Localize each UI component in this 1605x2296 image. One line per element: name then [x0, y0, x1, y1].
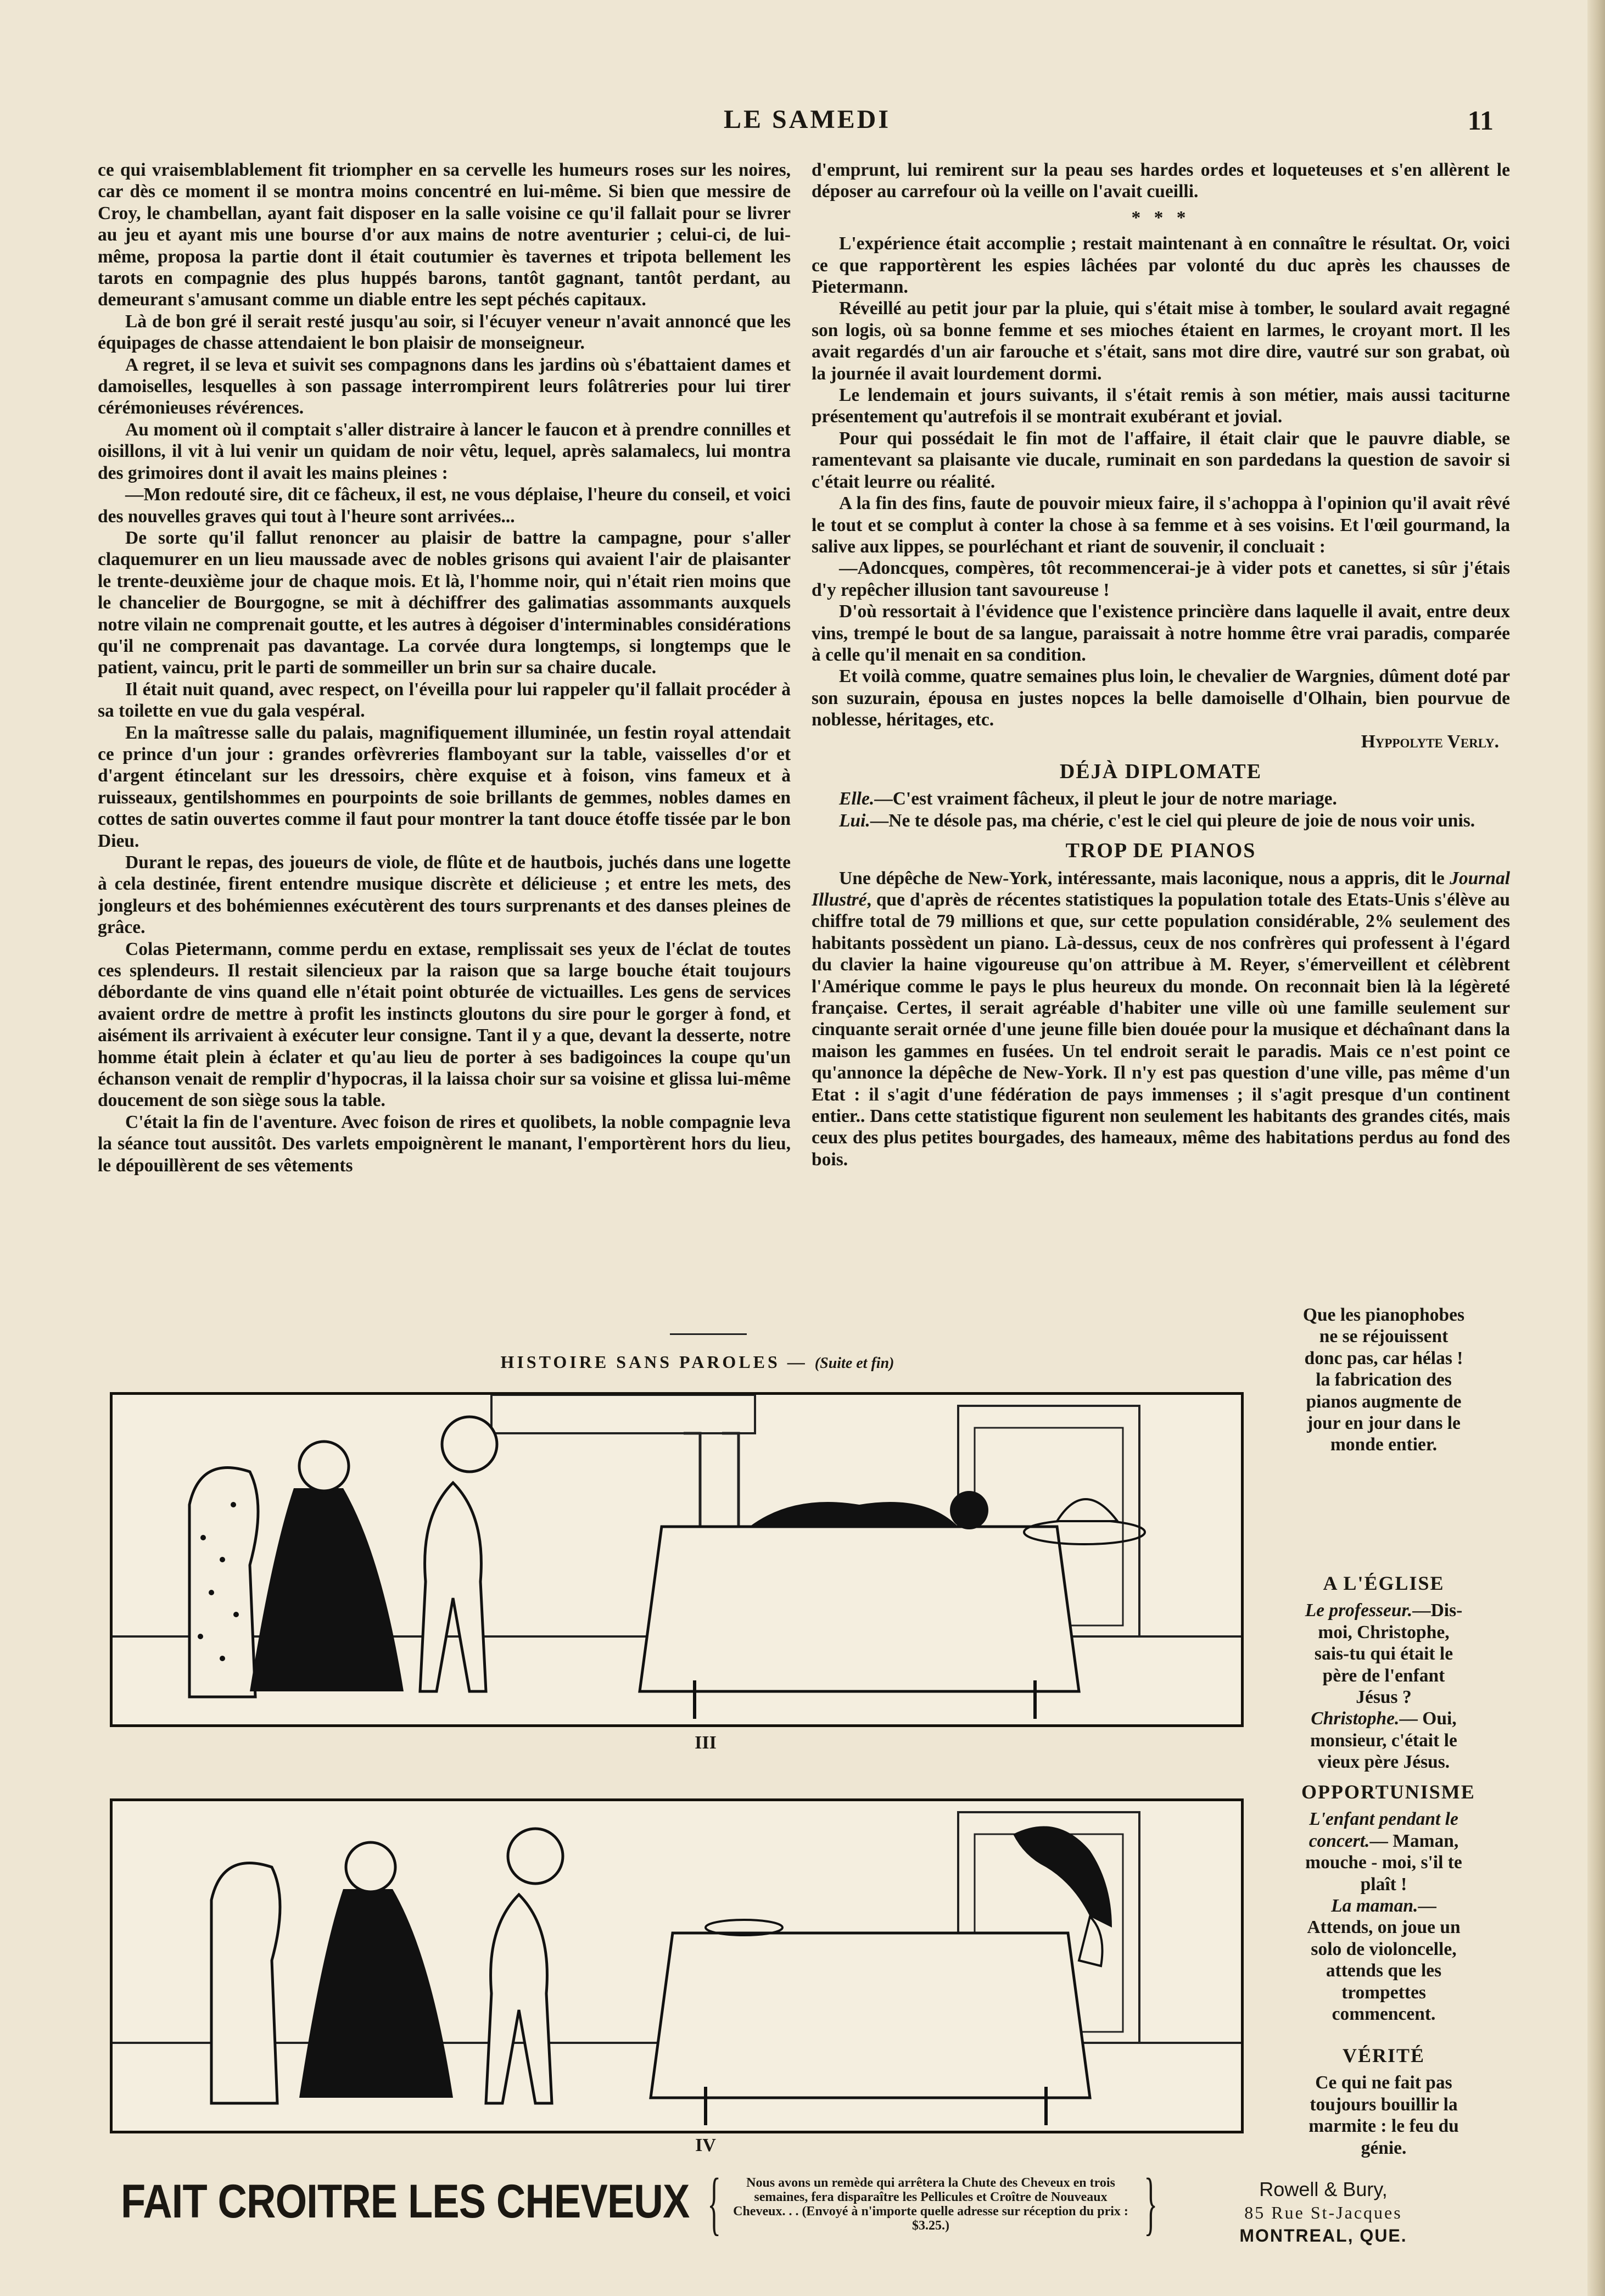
sidebar-pianos-conclusion	[1301, 1304, 1466, 1456]
dialogue-line	[1301, 1600, 1466, 1708]
section-separator: * * *	[1131, 207, 1190, 228]
illustration-panel-4	[110, 1798, 1244, 2133]
paragraph	[812, 868, 1510, 1171]
left-brace: {	[707, 2164, 722, 2242]
illustration-series-title	[110, 1352, 1285, 1372]
left-column	[98, 159, 791, 1301]
paragraph: —Mon redouté sire, dit ce fâcheux, il est, ne vous déplaise, l'heure du conseil, et voici des nouvelles graves qui tout à l'heure sont arrivées...	[98, 484, 791, 527]
paragraph: Colas Pietermann, comme perdu en extase, remplissait ses yeux de l'éclat de toutes ces splendeurs. Il restait silencieux par la raison que sa large bouche était toujours débordante de vins quand elle n'était point obturée de victuailles. Les gens de services avaient ordre de mettre à profit les instincts gloutons du sire pour le gorger à fond, et aisément ils arrivaient à exécuter leur consigne. Tant il y a que, devant la desserte, notre homme était plein à éclater et qu'au lieu de porter à ses badigoinces la coupe qu'un échanson venait de remplir d'hypocras, il la laissa choir sur sa voisine et glissa lui-même doucement de son siège sous la table.	[98, 938, 791, 1111]
sidebar-verite	[1301, 2037, 1466, 2159]
dialogue-text: —Ne te désole pas, ma chérie, c'est le ciel qui pleure de joie de nous voir unis.	[870, 810, 1475, 831]
cartoon-dining-room-scene	[113, 1395, 1241, 1724]
dialogue-line	[1301, 1895, 1466, 2025]
paragraph: Là de bon gré il serait resté jusqu'au soir, si l'écuyer veneur n'avait annoncé que les équipages de chasse attendaient le bon plaisir de monseigneur.	[98, 311, 791, 354]
hair-growth-advertisement	[110, 2164, 1515, 2246]
paragraph: Et voilà comme, quatre semaines plus loin, le chevalier de Wargnies, dûment doté par son suzurain, épousa en justes nopces la belle damoiselle d'Olhain, bien pourvue de noblesse, héritages, etc.	[812, 666, 1510, 730]
ad-body-text: Nous avons un remède qui arrêtera la Chute des Cheveux en trois semaines, fera disparaître les Pellicules et Croître de Nouveaux Cheveux. . . (Envoyé à n'importe quelle adresse sur réception du prix : $3.25.)	[733, 2176, 1128, 2233]
speaker-name: Christophe.	[1311, 1708, 1400, 1729]
paragraph: —Adoncques, compères, tôt recommencerai-je à vider pots et canettes, si sûr j'étais d'y repêcher illusion tant savoureuse !	[812, 558, 1510, 600]
cartoon-cat-leaping-scene	[113, 1801, 1241, 2131]
panel-label-3: III	[695, 1733, 717, 1753]
journal-name: Journal Illustré	[812, 868, 1510, 910]
paragraph: A regret, il se leva et suivit ses compagnons dans les jardins où s'ébattaient dames et damoiselles, lesquelles à son passage interrompirent leurs folâtreries pour lui tirer cérémonieuses révérences.	[98, 354, 791, 418]
illustration-title: HISTOIRE SANS PAROLES —	[500, 1352, 808, 1372]
paragraph: A la fin des fins, faute de pouvoir mieux faire, il s'achoppa à l'opinion qu'il avait rêvé le tout et se complut à conter la chose à sa femme et à ses voisins. Et l'œil gourmand, la salive aux lippes, se pourléchant et riant de souvenir, il concluait :	[812, 493, 1510, 557]
page-binding-edge	[1587, 0, 1605, 2296]
paragraph: Durant le repas, des joueurs de viole, de flûte et de hautbois, juchés dans une logette à cela destinée, firent entendre musique discrète et délicieuse ; et entre les mets, des jongleurs et des bohémiennes exécutèrent des tours surprenants et des danses pleines de grâce.	[98, 852, 791, 938]
speaker-name: Lui.	[839, 810, 870, 831]
journal-title: LE SAMEDI	[723, 105, 891, 134]
ad-company-block	[1159, 2178, 1488, 2247]
illustration-subtitle: (Suite et fin)	[814, 1355, 894, 1372]
company-name: Rowell & Bury,	[1259, 2178, 1388, 2200]
paragraph: C'était la fin de l'aventure. Avec foison de rires et quolibets, la noble compagnie leva la séance tout aussitôt. Des varlets empoignèrent le manant, l'emportèrent hors du lieu, le dépouillèrent de ses vêtements	[98, 1111, 791, 1176]
paragraph: D'où ressortait à l'évidence que l'existence princière dans laquelle il avait, entre deux vins, trempé le bout de sa langue, paraissait à notre homme être vrai paradis, comparée à celle qu'il menait en sa condition.	[812, 601, 1510, 665]
speaker-name: La maman.	[1331, 1896, 1418, 1917]
dialogue-text: — Maman, mouche - moi, s'il te plaît !	[1305, 1830, 1462, 1895]
dialogue-line	[1301, 1708, 1466, 1773]
page-number: 11	[1467, 105, 1494, 136]
paragraph: Le lendemain et jours suivants, il s'était remis à son métier, mais aussi taciturne présentement qu'autrefois il se montrait exubérant et jovial.	[812, 385, 1510, 427]
section-heading-trop-de-pianos: TROP DE PIANOS	[1065, 839, 1256, 863]
text-segment: , que d'après de récentes statistiques la population totale des Etats-Unis s'élève au chiffre total de 79 millions et que, sur cette population considérable, 2% seulement des habitants possèdent un piano. Là-dessus, ceux de nos confrères qui professent à l'égard du clavier la haine vigoureuse qu'on attribue à M. Reyer, s'émerveillent et célèbrent l'Amérique comme le pays le plus heureux du monde. On reconnait bien là la légèreté française. Certes, il serait agréable d'habiter une ville où une famille seulement sur cinquante serait ornée d'une jeune fille bien douée pour la musique et déchaînant dans la maison les gammes en fusées. Un tel endroit serait le paradis. Mais ce n'est point ce qu'annonce la dépêche de New-York. Il n'y est pas question d'une ville, pas même d'un Etat : il s'agit d'une fédération de pays immenses ; il s'agit presque d'un continent entier.. Dans cette statistique figurent non seulement les habitants des grandes cités, mais ceux des plus petites bourgades, des hameaux, même des habitations perdus au fond des bois.	[812, 890, 1510, 1170]
speaker-name: L'enfant pendant le concert.	[1308, 1809, 1458, 1851]
running-header	[99, 104, 1515, 143]
company-address: 85 Rue St-Jacques	[1244, 2203, 1402, 2222]
ad-headline: FAIT CROITRE LES CHEVEUX	[121, 2175, 690, 2228]
section-heading-opportunisme: OPPORTUNISME	[1301, 1781, 1475, 1803]
dialogue-line	[812, 788, 1510, 809]
section-heading-a-leglise: A L'ÉGLISE	[1323, 1572, 1445, 1594]
dialogue-text: —C'est vraiment fâcheux, il pleut le jour de notre mariage.	[874, 789, 1337, 809]
paragraph: En la maîtresse salle du palais, magnifiquement illuminée, un festin royal attendait ce prince d'un jour : grandes orfèvreries flamboyant sur la table, vaisselles d'or et d'argent étincelant sur les dressoirs, chère exquise et à foison, vins fameux et à ruisseaux, gentilshommes en pourpoints de soie brillants de gemmes, nobles dames en cottes de satin ouvertes comme il faut pour montrer la tant douce étoffe tissée par le bon Dieu.	[98, 722, 791, 851]
sidebar-a-leglise	[1301, 1565, 1466, 1773]
paragraph: Réveillé au petit jour par la pluie, qui s'était mise à tomber, le soulard avait regagné son logis, où sa bonne femme et ses mioches étaient en larmes, le croyant mort. Il les avait regardés d'un air farouche et s'était, sans mot dire dire, vautré sur son grabat, où la journée il avait lourdement dormi.	[812, 298, 1510, 384]
illustration-panel-3	[110, 1392, 1244, 1727]
paragraph: L'expérience était accomplie ; restait maintenant à en connaître le résultat. Or, voici ce que rapportèrent les espies lâchées par volonté du duc après les chausses de Pietermann.	[812, 233, 1510, 298]
speaker-name: Elle.	[839, 789, 875, 809]
dialogue-text: —Dis-moi, Christophe, sais-tu qui était le père de l'enfant Jésus ?	[1314, 1600, 1463, 1708]
right-brace: }	[1144, 2164, 1158, 2242]
paragraph: De sorte qu'il fallut renoncer au plaisir de battre la campagne, pour s'aller claquemurer en un lieu maussade avec de nobles grisons qui avaient l'air de plaisanter le trente-deuxième jour de chaque mois. Et là, l'homme noir, qui n'était rien moins que le chancelier de Bourgogne, se mit à déchiffrer des galimatias assommants auxquels notre vilain ne comprenait goutte, et les autres à dégoiser d'interminables considérations qu'il ne comprenait pas davantage. La corvée dura longtemps, si longtemps que le patient, vaincu, prit le parti de sommeiller un brin sur sa chaire ducale.	[98, 527, 791, 678]
paragraph: Ce qui ne fait pas toujours bouillir la marmite : le feu du génie.	[1308, 2072, 1459, 2158]
paragraph: Il était nuit quand, avec respect, on l'éveilla pour lui rappeler qu'il fallait procéder à sa toilette en vue du gala vespéral.	[98, 679, 791, 722]
paragraph: ce qui vraisemblablement fit triompher en sa cervelle les humeurs roses sur les noires, car dès ce moment il se montra moins concentré en lui-même. Si bien que messire de Croy, le chambellan, ayant fait disposer en la salle voisine ce qu'il fallait pour se livrer au jeu et ayant mis une bourse d'or aux mains de notre aventurier ; celui-ci, de lui-même, proposa la partie dont il était coutumier ès tavernes et tripota bellement les tarots en compagnie des plus huppés barons, tantôt gagnant, tantôt perdant, au demeurant s'amusant comme un diable entre les sept péchés capitaux.	[98, 160, 791, 310]
sidebar-opportunisme	[1301, 1774, 1475, 2025]
paragraph: Que les pianophobes ne se réjouissent donc pas, car hélas ! la fabrication des pianos augmente de jour en jour dans le monde entier.	[1302, 1305, 1465, 1455]
dialogue-line	[1301, 1808, 1466, 1895]
paragraph: Pour qui possédait le fin mot de l'affaire, il était clair que le pauvre diable, se ramentevant sa plaisante vie ducale, ruminait en son pardedans la question de savoir si c'était leurre ou réalité.	[812, 428, 1510, 492]
section-heading-verite: VÉRITÉ	[1342, 2044, 1425, 2066]
text-segment: Une dépêche de New-York, intéressante, mais laconique, nous a appris, dit le	[839, 868, 1450, 889]
dialogue-text: — Attends, on joue un solo de violoncelle, attends que les trompettes commencent.	[1307, 1896, 1461, 2025]
author-signature: Hyppolyte Verly.	[1361, 731, 1499, 752]
section-heading-deja-diplomate: DÉJÀ DIPLOMATE	[1059, 759, 1262, 783]
paragraph: Au moment où il comptait s'aller distraire à lancer le faucon et à prendre connilles et oisillons, il vit à lui venir un quidam de noir vêtu, lequel, après salamalecs, lui montra des grimoires dont il avait les mains pleines :	[98, 419, 791, 483]
dialogue-line	[812, 810, 1510, 831]
speaker-name: Le professeur.	[1305, 1600, 1413, 1621]
panel-label-4: IV	[695, 2135, 716, 2155]
paragraph: d'emprunt, lui remirent sur la peau ses hardes ordes et loqueteuses et s'en allèrent le déposer au carrefour où la veille on l'avait cueilli.	[812, 160, 1510, 202]
horizontal-rule	[670, 1333, 747, 1335]
company-city: MONTREAL, QUE.	[1239, 2226, 1407, 2245]
right-column	[812, 159, 1510, 1301]
dialogue-text: — Oui, monsieur, c'était le vieux père Jésus.	[1310, 1708, 1457, 1773]
